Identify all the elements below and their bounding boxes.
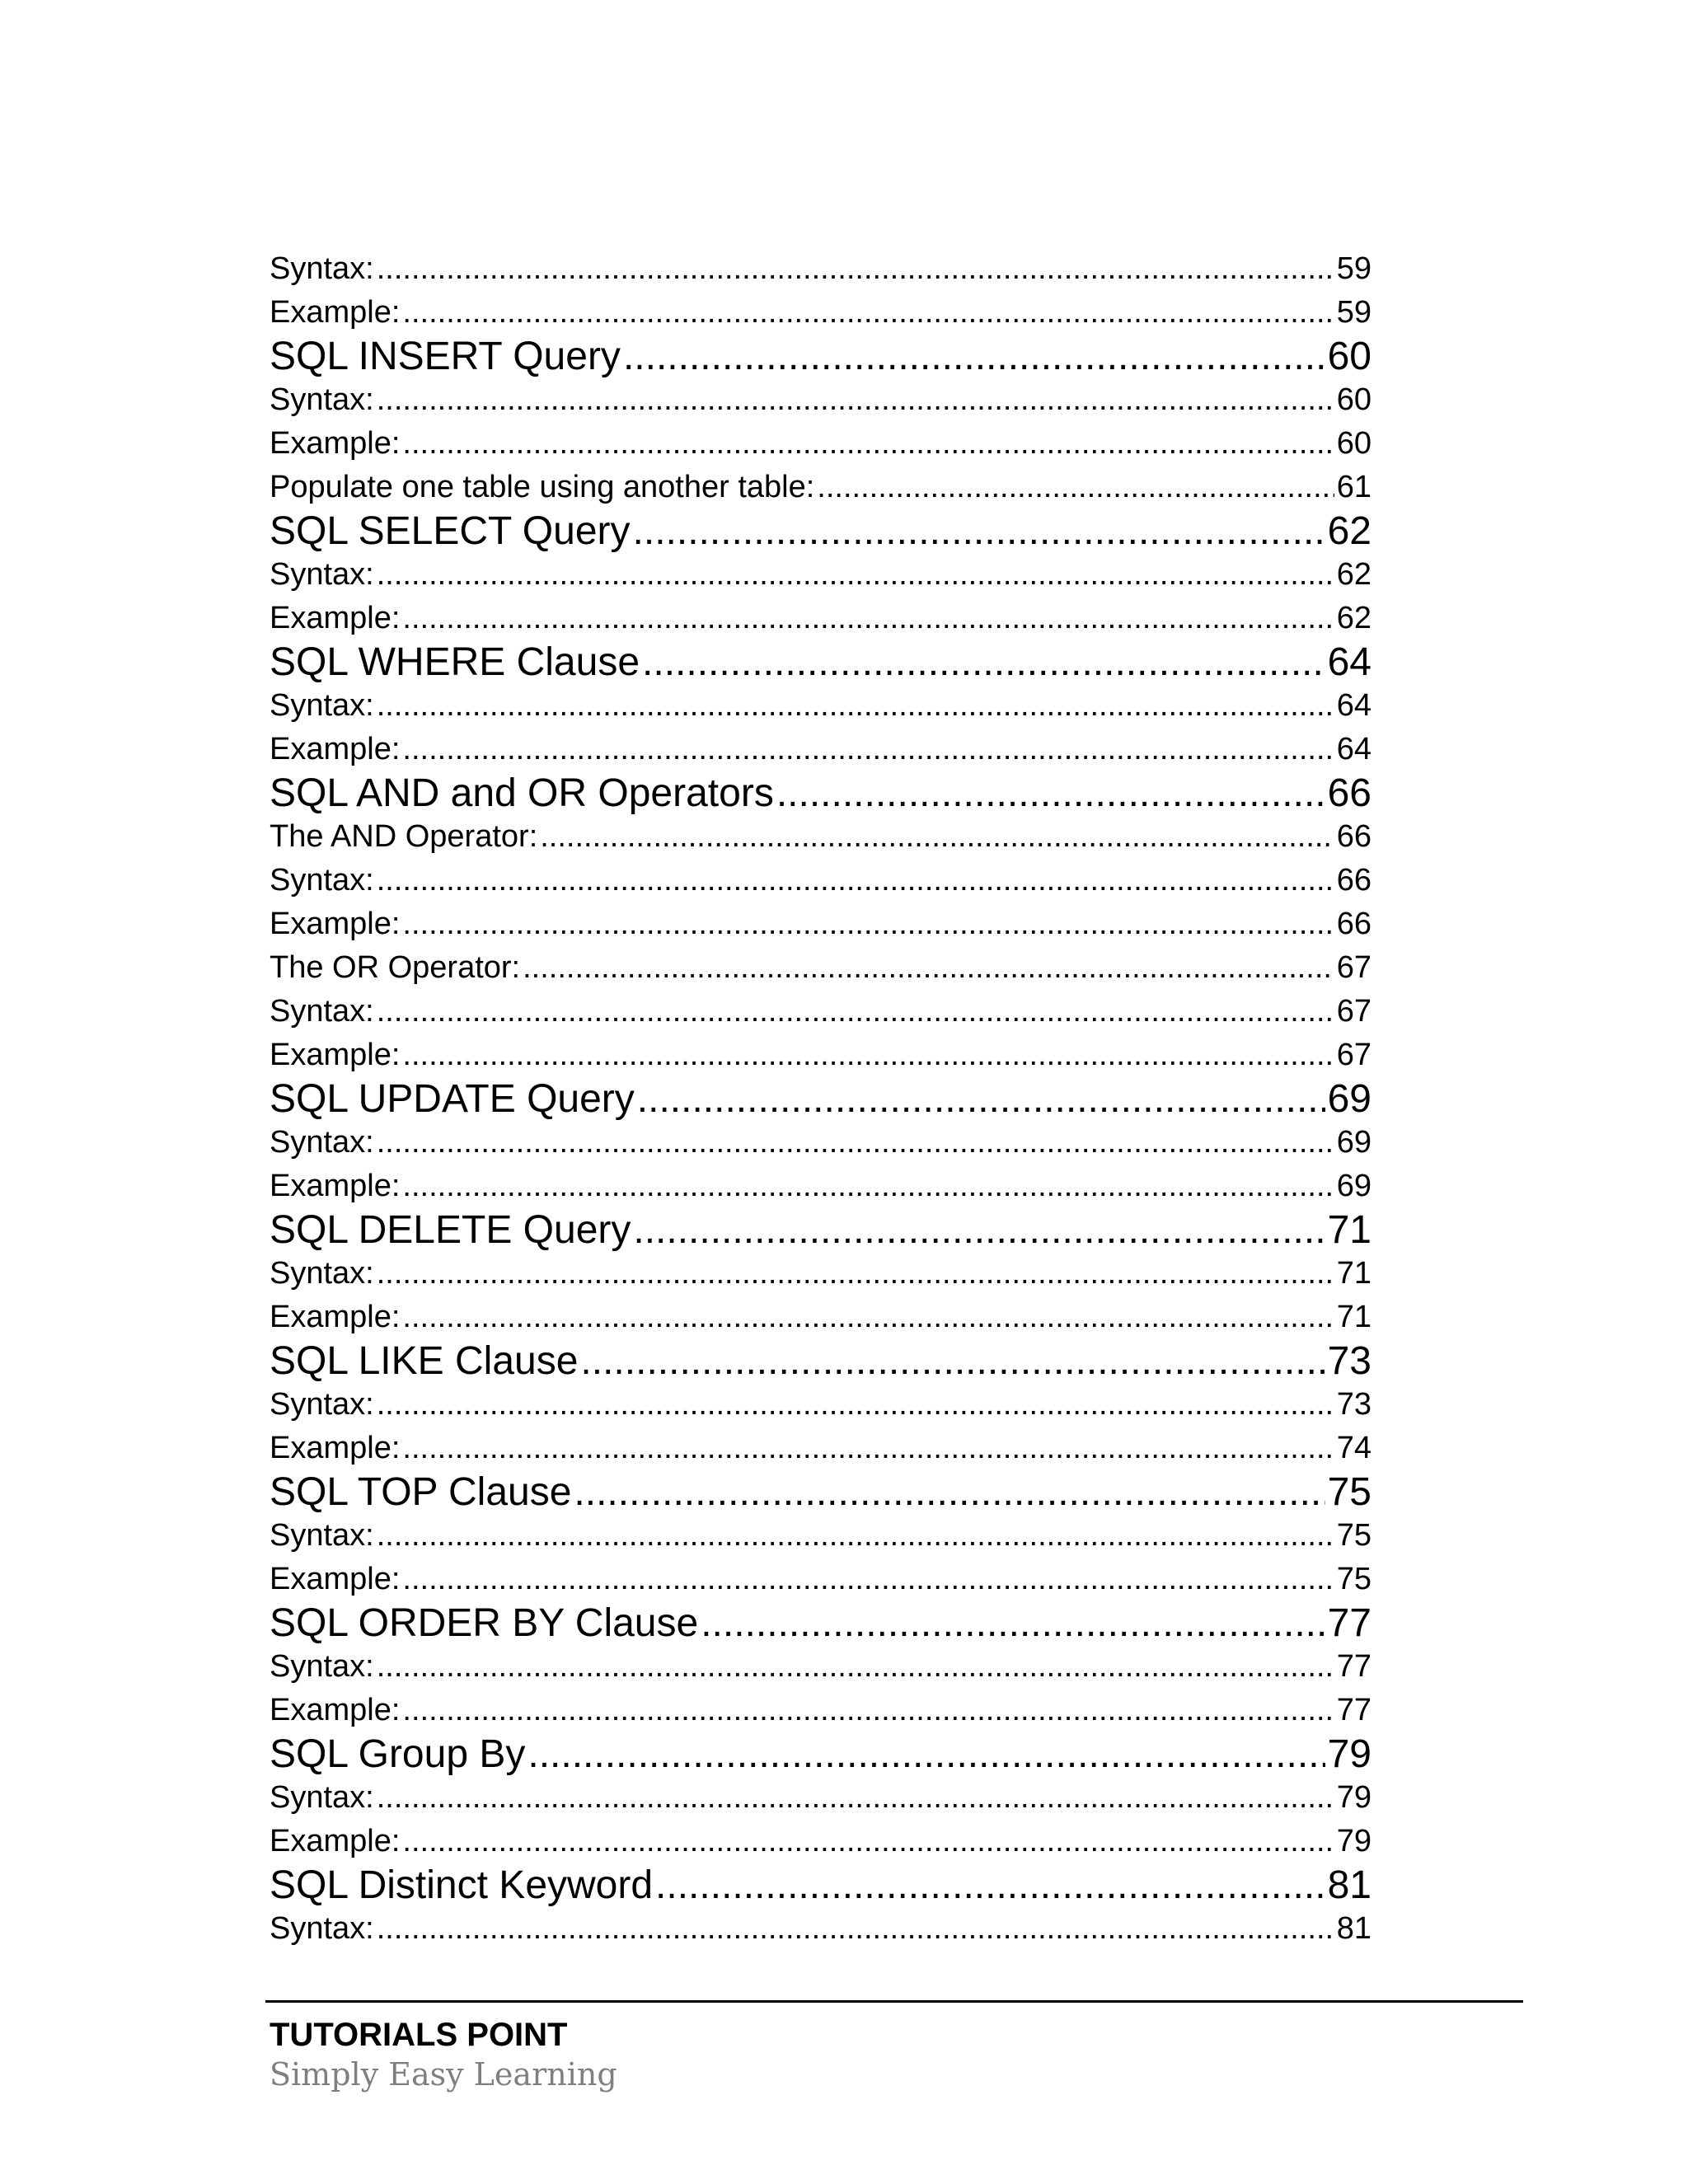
toc-subsection-entry[interactable]: [270, 1383, 1372, 1427]
toc-page-number: 77: [1327, 1601, 1372, 1645]
toc-page-number: 64: [1336, 732, 1372, 766]
toc-dot-leader: [528, 1732, 1325, 1776]
toc-page-number: 59: [1336, 251, 1372, 286]
toc-subsection-entry[interactable]: [270, 247, 1372, 291]
toc-page-number: 60: [1327, 335, 1372, 378]
toc-page-number: 69: [1327, 1077, 1372, 1121]
toc-dot-leader: [377, 1514, 1334, 1558]
toc-section-entry[interactable]: [270, 771, 1372, 815]
toc-entry-label: SQL INSERT Query: [270, 335, 621, 378]
toc-entry-label: Example:: [270, 295, 401, 330]
toc-subsection-entry[interactable]: [270, 1514, 1372, 1558]
toc-page-number: 62: [1336, 601, 1372, 635]
toc-dot-leader: [642, 640, 1325, 684]
toc-subsection-entry[interactable]: [270, 1033, 1372, 1077]
toc-page-number: 73: [1336, 1387, 1372, 1422]
toc-section-entry[interactable]: [270, 509, 1372, 553]
toc-entry-label: Syntax:: [270, 382, 374, 417]
toc-entry-label: SQL UPDATE Query: [270, 1077, 635, 1121]
toc-subsection-entry[interactable]: [270, 1689, 1372, 1732]
toc-dot-leader: [701, 1601, 1325, 1645]
toc-page-number: 79: [1336, 1780, 1372, 1815]
toc-dot-leader: [402, 597, 1334, 640]
toc-section-entry[interactable]: [270, 1208, 1372, 1252]
toc-page-number: 77: [1336, 1693, 1372, 1727]
toc-dot-leader: [580, 1339, 1325, 1383]
toc-entry-label: Example:: [270, 1562, 401, 1596]
toc-subsection-entry[interactable]: [270, 1427, 1372, 1470]
toc-dot-leader: [377, 1907, 1334, 1951]
toc-dot-leader: [637, 1077, 1325, 1121]
toc-entry-label: Syntax:: [270, 863, 374, 898]
toc-page-number: 75: [1327, 1470, 1372, 1514]
toc-page-number: 81: [1327, 1863, 1372, 1907]
toc-entry-label: SQL TOP Clause: [270, 1470, 572, 1514]
toc-page-number: 61: [1336, 470, 1372, 504]
toc-section-entry[interactable]: [270, 335, 1372, 378]
toc-dot-leader: [402, 422, 1334, 466]
toc-entry-label: Example:: [270, 601, 401, 635]
toc-page-number: 69: [1336, 1169, 1372, 1203]
toc-entry-label: Syntax:: [270, 251, 374, 286]
toc-subsection-entry[interactable]: [270, 466, 1372, 509]
toc-subsection-entry[interactable]: [270, 422, 1372, 466]
footer-divider: [265, 2000, 1523, 2003]
toc-entry-label: Syntax:: [270, 1780, 374, 1815]
toc-dot-leader: [402, 1689, 1334, 1732]
toc-subsection-entry[interactable]: [270, 1820, 1372, 1863]
toc-page-number: 77: [1336, 1649, 1372, 1684]
toc-dot-leader: [402, 1296, 1334, 1339]
toc-subsection-entry[interactable]: [270, 1776, 1372, 1820]
toc-section-entry[interactable]: [270, 1863, 1372, 1907]
toc-subsection-entry[interactable]: [270, 815, 1372, 859]
toc-page-number: 67: [1336, 950, 1372, 985]
toc-entry-label: Syntax:: [270, 688, 374, 723]
toc-entry-label: Example:: [270, 1431, 401, 1465]
toc-page-number: 66: [1336, 863, 1372, 898]
toc-subsection-entry[interactable]: [270, 1296, 1372, 1339]
toc-page-number: 79: [1336, 1824, 1372, 1858]
toc-section-entry[interactable]: [270, 1732, 1372, 1776]
toc-subsection-entry[interactable]: [270, 291, 1372, 335]
toc-page-number: 75: [1336, 1518, 1372, 1553]
toc-entry-label: Syntax:: [270, 1256, 374, 1291]
toc-subsection-entry[interactable]: [270, 859, 1372, 902]
table-of-contents: [270, 247, 1372, 1951]
toc-dot-leader: [655, 1863, 1325, 1907]
toc-subsection-entry[interactable]: [270, 597, 1372, 640]
toc-entry-label: Syntax:: [270, 1518, 374, 1553]
toc-subsection-entry[interactable]: [270, 553, 1372, 597]
toc-subsection-entry[interactable]: [270, 1558, 1372, 1601]
toc-page-number: 79: [1327, 1732, 1372, 1776]
toc-page-number: 74: [1336, 1431, 1372, 1465]
toc-entry-label: Example:: [270, 1300, 401, 1334]
toc-subsection-entry[interactable]: [270, 1252, 1372, 1296]
toc-subsection-entry[interactable]: [270, 684, 1372, 728]
toc-subsection-entry[interactable]: [270, 990, 1372, 1033]
toc-subsection-entry[interactable]: [270, 1165, 1372, 1208]
toc-page-number: 64: [1327, 640, 1372, 684]
toc-entry-label: SQL LIKE Clause: [270, 1339, 579, 1383]
toc-dot-leader: [402, 728, 1334, 771]
toc-dot-leader: [402, 1558, 1334, 1601]
toc-subsection-entry[interactable]: [270, 1907, 1372, 1951]
toc-subsection-entry[interactable]: [270, 728, 1372, 771]
toc-dot-leader: [574, 1470, 1325, 1514]
footer-tagline: Simply Easy Learning: [270, 2056, 617, 2093]
toc-subsection-entry[interactable]: [270, 378, 1372, 422]
toc-entry-label: SQL Distinct Keyword: [270, 1863, 654, 1907]
toc-dot-leader: [817, 466, 1334, 509]
toc-dot-leader: [377, 1776, 1334, 1820]
toc-entry-label: Syntax:: [270, 1125, 374, 1160]
toc-section-entry[interactable]: [270, 1077, 1372, 1121]
footer-brand: TUTORIALS POINT: [270, 2017, 568, 2053]
toc-dot-leader: [633, 1208, 1325, 1252]
toc-entry-label: SQL WHERE Clause: [270, 640, 640, 684]
toc-entry-label: Populate one table using another table:: [270, 470, 815, 504]
toc-page-number: 67: [1336, 1038, 1372, 1072]
toc-dot-leader: [402, 1427, 1334, 1470]
toc-entry-label: Example:: [270, 1693, 401, 1727]
toc-entry-label: Example:: [270, 1824, 401, 1858]
toc-entry-label: SQL SELECT Query: [270, 509, 631, 553]
toc-page-number: 66: [1336, 907, 1372, 941]
toc-page-number: 62: [1327, 509, 1372, 553]
toc-section-entry[interactable]: [270, 1470, 1372, 1514]
toc-entry-label: Example:: [270, 1169, 401, 1203]
toc-dot-leader: [377, 1121, 1334, 1165]
toc-dot-leader: [377, 553, 1334, 597]
toc-page-number: 69: [1336, 1125, 1372, 1160]
toc-page-number: 60: [1336, 426, 1372, 461]
toc-page-number: 59: [1336, 295, 1372, 330]
toc-entry-label: Syntax:: [270, 1649, 374, 1684]
toc-page-number: 71: [1327, 1208, 1372, 1252]
toc-entry-label: Example:: [270, 426, 401, 461]
toc-dot-leader: [523, 946, 1334, 990]
toc-dot-leader: [633, 509, 1325, 553]
toc-page-number: 73: [1327, 1339, 1372, 1383]
toc-subsection-entry[interactable]: [270, 1121, 1372, 1165]
toc-page-number: 67: [1336, 994, 1372, 1029]
toc-dot-leader: [377, 1645, 1334, 1689]
toc-subsection-entry[interactable]: [270, 1645, 1372, 1689]
toc-entry-label: Syntax:: [270, 994, 374, 1029]
toc-page-number: 71: [1336, 1256, 1372, 1291]
toc-entry-label: Syntax:: [270, 1911, 374, 1946]
toc-dot-leader: [377, 990, 1334, 1033]
toc-entry-label: Syntax:: [270, 557, 374, 592]
toc-dot-leader: [377, 1383, 1334, 1427]
toc-page-number: 62: [1336, 557, 1372, 592]
toc-subsection-entry[interactable]: [270, 946, 1372, 990]
toc-page-number: 60: [1336, 382, 1372, 417]
toc-dot-leader: [377, 859, 1334, 902]
toc-entry-label: Syntax:: [270, 1387, 374, 1422]
toc-entry-label: SQL AND and OR Operators: [270, 771, 774, 815]
toc-page-number: 81: [1336, 1911, 1372, 1946]
toc-entry-label: SQL ORDER BY Clause: [270, 1601, 699, 1645]
toc-entry-label: SQL DELETE Query: [270, 1208, 631, 1252]
toc-entry-label: SQL Group By: [270, 1732, 526, 1776]
toc-dot-leader: [402, 1820, 1334, 1863]
toc-entry-label: Example:: [270, 732, 401, 766]
toc-dot-leader: [402, 291, 1334, 335]
toc-dot-leader: [402, 1033, 1334, 1077]
toc-dot-leader: [402, 1165, 1334, 1208]
toc-page-number: 71: [1336, 1300, 1372, 1334]
toc-page-number: 66: [1327, 771, 1372, 815]
toc-dot-leader: [623, 335, 1325, 378]
toc-entry-label: Example:: [270, 907, 401, 941]
toc-dot-leader: [402, 902, 1334, 946]
toc-page-number: 75: [1336, 1562, 1372, 1596]
toc-dot-leader: [776, 771, 1325, 815]
toc-section-entry[interactable]: [270, 1339, 1372, 1383]
toc-entry-label: The AND Operator:: [270, 819, 538, 854]
toc-subsection-entry[interactable]: [270, 902, 1372, 946]
toc-section-entry[interactable]: [270, 640, 1372, 684]
toc-page-number: 64: [1336, 688, 1372, 723]
toc-dot-leader: [377, 684, 1334, 728]
toc-entry-label: The OR Operator:: [270, 950, 521, 985]
toc-dot-leader: [377, 247, 1334, 291]
toc-dot-leader: [540, 815, 1334, 859]
toc-dot-leader: [377, 1252, 1334, 1296]
toc-dot-leader: [377, 378, 1334, 422]
toc-entry-label: Example:: [270, 1038, 401, 1072]
toc-section-entry[interactable]: [270, 1601, 1372, 1645]
toc-page-number: 66: [1336, 819, 1372, 854]
